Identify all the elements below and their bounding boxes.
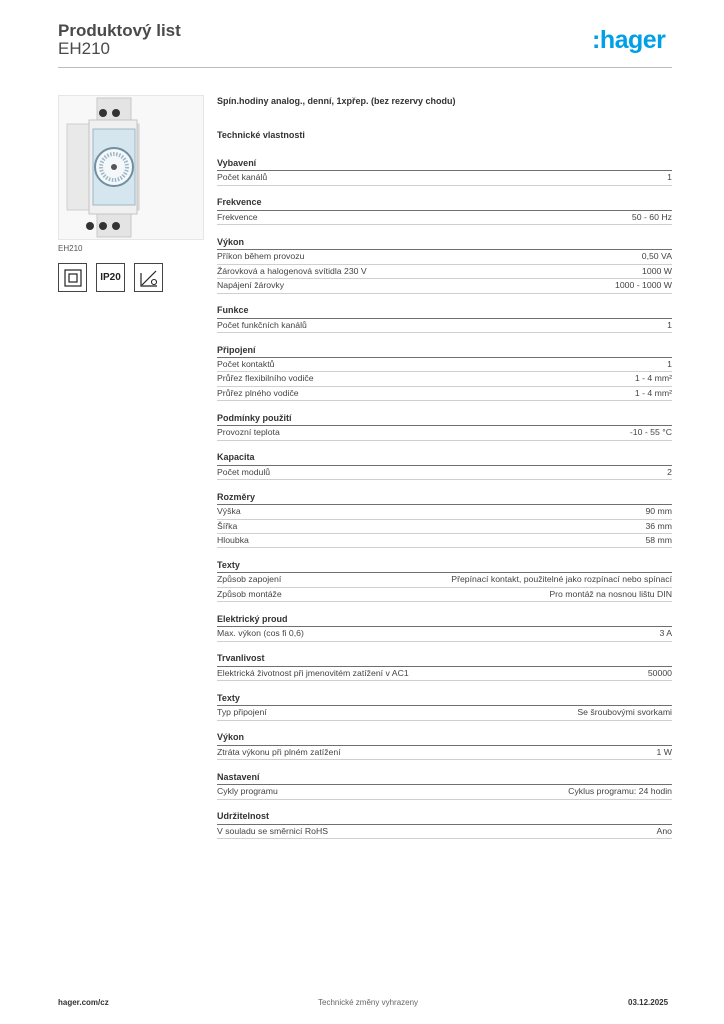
spec-label: Způsob zapojení bbox=[217, 574, 282, 585]
spec-label: Max. výkon (cos fi 0,6) bbox=[217, 628, 304, 639]
spec-label: Elektrická životnost při jmenovitém zatížení v AC1 bbox=[217, 667, 409, 678]
spec-group bbox=[217, 652, 672, 681]
certification-icons bbox=[58, 263, 163, 292]
spec-group bbox=[217, 491, 672, 549]
spec-value: Ano bbox=[656, 825, 672, 836]
spec-row bbox=[217, 265, 672, 279]
spec-value: Cyklus programu: 24 hodin bbox=[568, 786, 672, 797]
spec-value: 1000 - 1000 W bbox=[615, 280, 672, 291]
product-code: EH210 bbox=[58, 39, 110, 58]
spec-label: Cykly programu bbox=[217, 786, 278, 797]
spec-label: Počet kanálů bbox=[217, 172, 268, 183]
spec-value: Přepínací kontakt, použitelné jako rozpínací nebo spínací bbox=[451, 574, 672, 585]
spec-value: 1 - 4 mm² bbox=[634, 387, 672, 398]
spec-label: Napájení žárovky bbox=[217, 280, 285, 291]
spec-group bbox=[217, 344, 672, 402]
spec-group-title: Nastavení bbox=[217, 771, 672, 785]
spec-row bbox=[217, 319, 672, 333]
spec-value: 2 bbox=[667, 466, 672, 477]
product-description: Spín.hodiny analog., denní, 1xpřep. (bez rezervy chodu) bbox=[217, 96, 456, 106]
spec-row bbox=[217, 746, 672, 760]
spec-label: Šířka bbox=[217, 520, 238, 531]
spec-label: Počet modulů bbox=[217, 466, 271, 477]
ip20-badge: IP20 bbox=[96, 263, 125, 292]
spec-label: Průřez plného vodiče bbox=[217, 387, 299, 398]
header-divider bbox=[58, 67, 672, 68]
page-title: Produktový list bbox=[58, 21, 181, 40]
double-insulation-icon bbox=[58, 263, 87, 292]
spec-value: 1 bbox=[667, 359, 672, 370]
footer-notice: Technické změny vyhrazeny bbox=[318, 998, 419, 1007]
spec-label: Hloubka bbox=[217, 535, 249, 546]
spec-label: Ztráta výkonu při plném zatížení bbox=[217, 746, 341, 757]
spec-value: 3 A bbox=[659, 628, 672, 639]
spec-row bbox=[217, 706, 672, 720]
spec-row bbox=[217, 250, 672, 264]
spec-row bbox=[217, 588, 672, 602]
contact-switch-icon bbox=[134, 263, 163, 292]
spec-row bbox=[217, 372, 672, 386]
footer-website: hager.com/cz bbox=[58, 998, 109, 1007]
spec-group bbox=[217, 613, 672, 642]
spec-row bbox=[217, 785, 672, 799]
spec-label: Průřez flexibilního vodiče bbox=[217, 373, 314, 384]
spec-value: 1 bbox=[667, 319, 672, 330]
spec-group-title: Texty bbox=[217, 692, 672, 706]
spec-label: Počet funkčních kanálů bbox=[217, 319, 307, 330]
spec-value: 1000 W bbox=[642, 265, 672, 276]
spec-group bbox=[217, 157, 672, 186]
spec-label: Typ připojení bbox=[217, 707, 267, 718]
hager-logo: :hager bbox=[592, 26, 666, 54]
spec-value: 1 bbox=[667, 172, 672, 183]
spec-value: 0,50 VA bbox=[641, 251, 672, 262]
spec-group bbox=[217, 692, 672, 721]
spec-value: 36 mm bbox=[645, 520, 672, 531]
spec-group bbox=[217, 196, 672, 225]
spec-group bbox=[217, 304, 672, 333]
spec-group-title: Výkon bbox=[217, 731, 672, 745]
spec-group bbox=[217, 810, 672, 839]
spec-group-title: Kapacita bbox=[217, 451, 672, 465]
spec-row bbox=[217, 211, 672, 225]
spec-value: 1 W bbox=[656, 746, 672, 757]
spec-value: Pro montáž na nosnou lištu DIN bbox=[549, 588, 672, 599]
spec-label: Příkon během provozu bbox=[217, 251, 305, 262]
spec-group-title: Elektrický proud bbox=[217, 613, 672, 627]
spec-group-title: Trvanlivost bbox=[217, 652, 672, 666]
spec-row bbox=[217, 627, 672, 641]
spec-group bbox=[217, 771, 672, 800]
spec-row bbox=[217, 387, 672, 401]
spec-label: V souladu se směrnicí RoHS bbox=[217, 825, 329, 836]
spec-row bbox=[217, 171, 672, 185]
spec-label: Žárovková a halogenová svítidla 230 V bbox=[217, 265, 367, 276]
spec-group-title: Texty bbox=[217, 559, 672, 573]
spec-group-title: Výkon bbox=[217, 236, 672, 250]
spec-value: 50 - 60 Hz bbox=[631, 211, 672, 222]
spec-group-title: Funkce bbox=[217, 304, 672, 318]
spec-row bbox=[217, 667, 672, 681]
image-caption: EH210 bbox=[58, 244, 83, 253]
spec-group-title: Frekvence bbox=[217, 196, 672, 210]
spec-label: Frekvence bbox=[217, 211, 258, 222]
spec-group-title: Rozměry bbox=[217, 491, 672, 505]
timer-device-illustration bbox=[59, 96, 203, 239]
spec-group-title: Vybavení bbox=[217, 157, 672, 171]
spec-group-title: Podmínky použití bbox=[217, 412, 672, 426]
spec-row bbox=[217, 466, 672, 480]
spec-value: 1 - 4 mm² bbox=[634, 373, 672, 384]
spec-row bbox=[217, 505, 672, 519]
spec-group bbox=[217, 731, 672, 760]
spec-value: 58 mm bbox=[645, 535, 672, 546]
spec-label: Výška bbox=[217, 506, 241, 517]
spec-label: Provozní teplota bbox=[217, 427, 280, 438]
spec-value: 50000 bbox=[647, 667, 672, 678]
spec-group-title: Udržitelnost bbox=[217, 810, 672, 824]
spec-row bbox=[217, 573, 672, 587]
spec-label: Způsob montáže bbox=[217, 588, 282, 599]
spec-group-title: Připojení bbox=[217, 344, 672, 358]
spec-row bbox=[217, 825, 672, 839]
spec-label: Počet kontaktů bbox=[217, 359, 275, 370]
spec-content bbox=[217, 96, 672, 850]
spec-row bbox=[217, 534, 672, 548]
spec-value: -10 - 55 °C bbox=[629, 427, 672, 438]
footer-date: 03.12.2025 bbox=[628, 998, 669, 1007]
spec-group bbox=[217, 559, 672, 602]
spec-row bbox=[217, 520, 672, 534]
spec-row bbox=[217, 426, 672, 440]
spec-value: Se šroubovými svorkami bbox=[577, 707, 672, 718]
specs-heading: Technické vlastnosti bbox=[217, 130, 305, 140]
spec-row bbox=[217, 279, 672, 293]
spec-group bbox=[217, 412, 672, 441]
spec-group bbox=[217, 236, 672, 294]
spec-row bbox=[217, 358, 672, 372]
product-image bbox=[58, 95, 204, 240]
spec-value: 90 mm bbox=[645, 506, 672, 517]
spec-groups bbox=[217, 157, 672, 839]
spec-group bbox=[217, 451, 672, 480]
